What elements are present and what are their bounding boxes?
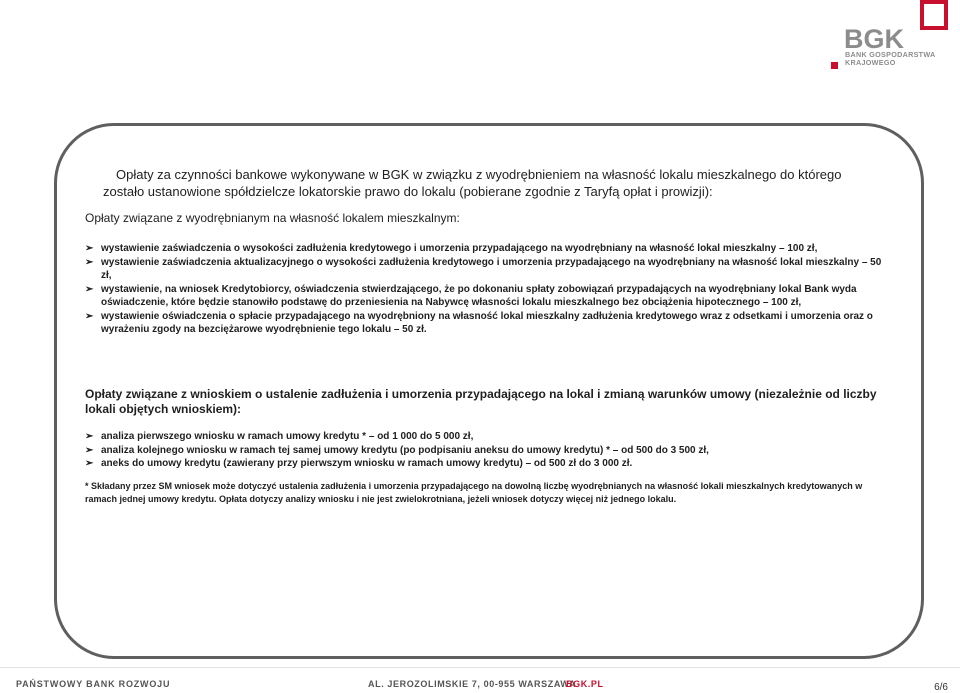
list-item xyxy=(85,430,885,444)
arrow-bullet-icon: ➢ xyxy=(85,310,94,322)
page-number: 6/6 xyxy=(934,682,948,693)
section1-title: Opłaty związane z wyodrębnianym na własność lokalem mieszkalnym: xyxy=(85,211,460,225)
list-item xyxy=(85,242,891,256)
footer-bank-name: PAŃSTWOWY BANK ROZWOJU xyxy=(16,679,171,689)
logo-subtitle-line1: BANK GOSPODARSTWA xyxy=(845,50,936,59)
list-item-text: wystawienie, na wniosek Kredytobiorcy, oświadczenia stwierdzającego, że po dokonaniu spłaty zobowiązań przypadających na wyodrębniany lokal Bank wyda oświadczenie, które będzie stanowiło podstawę do przeniesienia na Nabywcę własności lokalu mieszkalnego bez obciążenia hipotecznego – 100 zł, xyxy=(101,283,857,308)
arrow-bullet-icon: ➢ xyxy=(85,243,94,254)
list-item-text: analiza pierwszego wniosku w ramach umowy kredytu * – od 1 000 do 5 000 zł, xyxy=(101,431,474,442)
arrow-bullet-icon: ➢ xyxy=(85,256,94,268)
list-item xyxy=(85,283,891,310)
list-item-text: wystawienie oświadczenia o spłacie przypadającego na wyodrębniony na własność lokal mieszkalny zadłużenia kredytowego wraz z odsetkami i umorzenia oraz o wyrażeniu zgody na bezciężarowe wyodrębnienie tego lokalu – 50 zł. xyxy=(101,310,873,335)
logo-square-icon xyxy=(831,62,838,69)
logo-subtitle xyxy=(845,51,936,67)
arrow-bullet-icon: ➢ xyxy=(85,283,94,295)
page-heading: Opłaty za czynności bankowe wykonywane w BGK w związku z wyodrębnieniem na własność lokalu mieszkalnego do którego zostało ustanowione spółdzielcze lokatorskie prawo do lokalu (pobierane zgodnie z Taryfą opłat i prowizji): xyxy=(103,167,842,199)
footer-divider xyxy=(0,667,960,668)
list-item-text: wystawienie zaświadczenia o wysokości zadłużenia kredytowego i umorzenia przypadającego na wyodrębniany na własność lokal mieszkalny – 100 zł, xyxy=(101,243,818,254)
list-item-text: aneks do umowy kredytu (zawierany przy pierwszym wniosku w ramach umowy kredytu) – od 500 zł do 3 000 zł. xyxy=(101,458,633,469)
logo-square-outline-icon xyxy=(920,0,948,30)
footer-url: BGK.PL xyxy=(566,679,604,689)
list-item-text: analiza kolejnego wniosku w ramach tej samej umowy kredytu (po podpisaniu aneksu do umowy kredytu) * – od 500 do 3 500 zł, xyxy=(101,444,709,456)
arrow-bullet-icon: ➢ xyxy=(85,431,94,442)
list-item xyxy=(85,256,891,283)
logo-brand: BGK xyxy=(844,24,904,54)
logo-subtitle-line2: KRAJOWEGO xyxy=(845,58,896,67)
list-item xyxy=(85,457,885,471)
footnote: * Składany przez SM wniosek może dotyczyć ustalenia zadłużenia i umorzenia przypadającego na dowolną liczbę wyodrębnianych na własność lokali mieszkalnych kredytowanych w ramach jednej umowy kredytu. Opłata dotyczy analizy wniosku i nie jest zwielokrotniana, jeżeli wniosek dotyczy więcej niż jednego lokalu. xyxy=(85,481,863,504)
bgk-logo xyxy=(844,0,954,72)
section2-title: Opłaty związane z wnioskiem o ustalenie zadłużenia i umorzenia przypadającego na lokal i zmianą warunków umowy (niezależnie od liczby lokali objętych wnioskiem): xyxy=(85,387,877,416)
arrow-bullet-icon: ➢ xyxy=(85,458,94,469)
footer-address: AL. JEROZOLIMSKIE 7, 00-955 WARSZAWA xyxy=(368,679,577,689)
list-item-text: wystawienie zaświadczenia aktualizacyjnego o wysokości zadłużenia kredytowego i umorzenia przypadającego na wyodrębniany na własność lokal mieszkalny – 50 zł, xyxy=(101,256,882,281)
section1-list xyxy=(85,242,891,337)
list-item xyxy=(85,310,891,337)
list-item xyxy=(85,444,885,458)
section2-list xyxy=(85,430,885,471)
arrow-bullet-icon: ➢ xyxy=(85,444,94,456)
